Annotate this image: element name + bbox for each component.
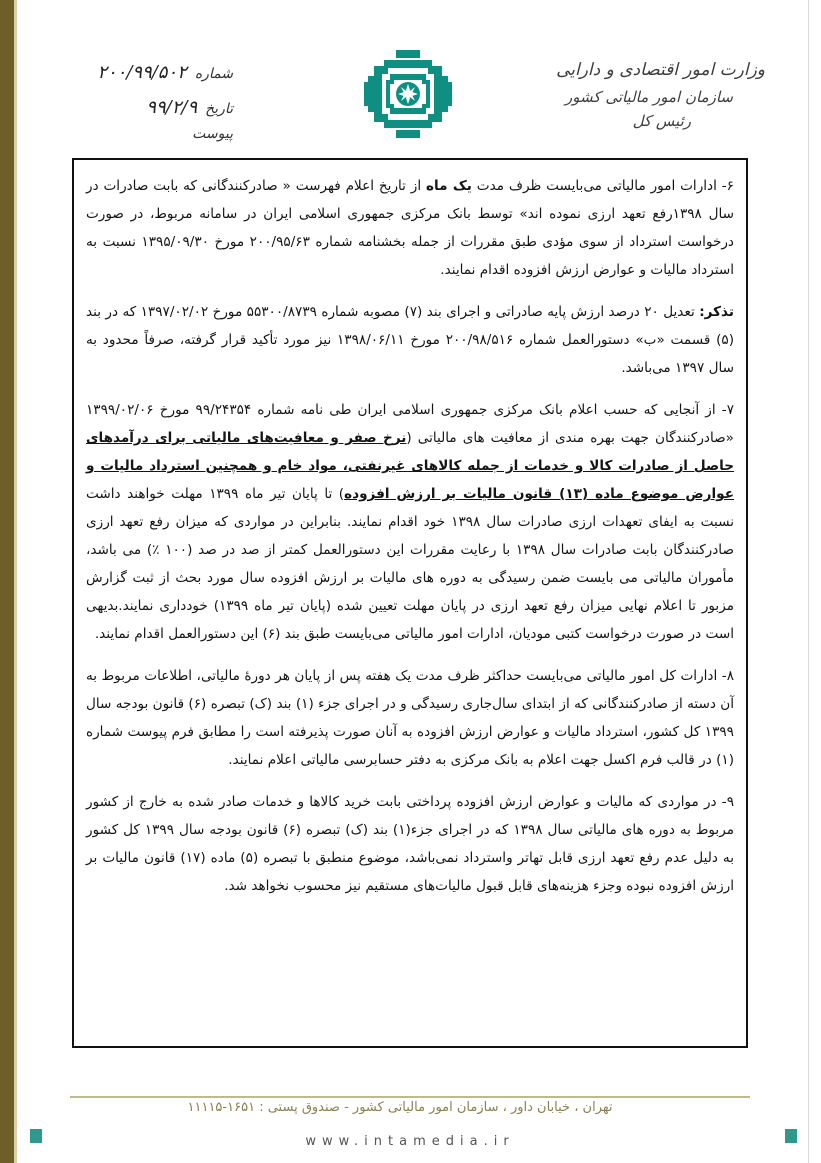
footer-website: www.intamedia.ir: [305, 1134, 515, 1149]
page-right-edge: [808, 0, 809, 1163]
letter-number-value: ۲۰۰/۹۹/۵۰۲: [97, 62, 187, 83]
letter-number-row: [97, 62, 233, 83]
page-border-inner: [14, 0, 17, 1163]
paragraph-7-rest: ) تا پایان تیر ماه ۱۳۹۹ مهلت خواهند داشت نسبت به ایفای تعهدات ارزی صادرات سال ۱۳۹۸ خود اقدام نمایند. بنابراین در مواردی که میزان رفع تعهد ارزی صادرکنندگان بابت صادرات سال ۱۳۹۸ با رعایت مقررات این دستورالعمل کمتر از صد در صد (۱۰۰ ٪) می باشد، مأموران مالیاتی می بایست ضمن رسیدگی به دوره های مالیات بر ارزش افزوده سال مورد بحث از ثبت گزارش مزبور تا اعلام نهایی میزان رفع تعهد ارزی در پایان مهلت تعیین شده (پایان تیر ماه ۱۳۹۹) خودداری نمایند.بدیهی است در صورت درخواست کتبی مودیان، ادارات امور مالیاتی می‌بایست طبق بند (۶) این دستورالعمل اقدام نمایند.: [86, 486, 735, 642]
paragraph-7-emphasis: نرخ صفر و معافیت‌های مالیاتی برای درآمدهای حاصل از صادرات کالا و خدمات از جمله کالاهای غیرنفتی، مواد خام و همچنین استرداد مالیات و عوارض موضوع ماده (۱۳) قانون مالیات بر ارزش افزوده: [86, 430, 734, 502]
paragraph-8: ۸- ادارات کل امور مالیاتی می‌بایست حداکثر ظرف مدت یک هفته پس از پایان هر دورهٔ مالیاتی، اطلاعات مربوط به آن دسته از صادرکنندگانی که از ابتدای سال‌جاری رسیدگی و در اجرای جزء (۱) بند (ک) تبصره (۶) قانون بودجه سال ۱۳۹۹ کل کشور، استرداد مالیات و عوارض ارزش افزوده به آنان صورت پذیرفته است را مطابق فرم پیوست شماره (۱) در قالب فرم اکسل جهت اعلام به بانک مرکزی به دفتر حسابرسی مالیاتی اعلام نمایند.: [86, 668, 735, 768]
letter-date-label: تاریخ: [205, 101, 233, 117]
note-text: تعدیل ۲۰ درصد ارزش پایه صادراتی و اجرای بند (۷) مصوبه شماره ۵۵۳۰۰/۸۷۳۹ مورخ ۱۳۹۷/۰۲/۰۲ که در بند (۵) قسمت «ب» دستورالعمل شماره ۲۰۰/۹۸/۵۱۶ مورخ ۱۳۹۸/۰۶/۱۱ نیز مورد تأکید قرار گرفته، صرفاً محدود به سال ۱۳۹۷ می‌باشد.: [86, 304, 734, 376]
page-border-strip: [0, 0, 14, 1163]
paragraph-9: ۹- در مواردی که مالیات و عوارض ارزش افزوده پرداختی بابت خرید کالاها و خدمات صادر شده به خارج از کشور مربوط به دوره های مالیاتی سال ۱۳۹۸ که در اجرای جزء(۱) بند (ک) تبصره (۶) قانون بودجه سال ۱۳۹۹ کل کشور به دلیل عدم رفع تعهد ارزی قابل تهاتر واسترداد نمی‌باشد، موضوع منطبق با تبصره (۵) ماده (۱۷) قانون مالیات بر ارزش افزوده نبوده وجزء هزینه‌های قابل قبول مالیات‌های مستقیم نیز محسوب نخواهد شد.: [86, 794, 735, 894]
paragraph-6-start: ۶- ادارات امور مالیاتی می‌بایست ظرف مدت: [476, 178, 734, 194]
letter-attachment-label: پیوست: [192, 126, 233, 142]
footer-square-right-icon: [785, 1129, 797, 1143]
footer-square-left-icon: [30, 1129, 42, 1143]
letterhead: [0, 0, 821, 150]
footer-address: تهران ، خیابان داور ، سازمان امور مالیاتی کشور - صندوق پستی : ۱۶۵۱-۱۱۱۱۵: [187, 1100, 613, 1115]
paragraph-7-start: ۷- از آنجایی که حسب اعلام بانک مرکزی جمهوری اسلامی ایران طی نامه شماره ۹۹/۲۴۳۵۴ مورخ ۱۳۹۹/۰۲/۰۶ «صادرکنندگان جهت بهره مندی از معافیت های مالیاتی (: [86, 402, 734, 446]
organization-logo-icon: [362, 48, 454, 140]
letter-attachment-row: [184, 126, 233, 142]
letter-date-value: ۹۹/۲/۹: [146, 97, 198, 118]
organization-name: سازمان امور مالیاتی کشور: [565, 88, 733, 106]
note-paragraph: [86, 298, 734, 382]
ministry-name: وزارت امور اقتصادی و دارایی: [556, 60, 765, 80]
letter-date-row: [146, 97, 233, 118]
paragraph-6-rest: از تاریخ اعلام فهرست « صادرکنندگانی که بابت صادرات در سال ۱۳۹۸رفع تعهد ارزی نموده اند» توسط بانک مرکزی جمهوری اسلامی ایران در سامانه مربوط، در صورت درخواست استرداد از سوی مؤدی طبق مقررات از جمله بخشنامه شماره ۲۰۰/۹۵/۶۳ مورخ ۱۳۹۵/۰۹/۳۰ نسبت به استرداد مالیات و عوارض ارزش افزوده اقدام نمایند.: [86, 178, 734, 278]
paragraph-6-emphasis: یک ماه: [426, 178, 472, 194]
letter-number-label: شماره: [194, 66, 233, 82]
paragraph-7: [86, 396, 734, 648]
letter-body: [86, 172, 734, 1042]
paragraph-6: [86, 172, 734, 284]
footer-divider: [70, 1096, 750, 1098]
chief-title: رئیس کل: [632, 112, 691, 130]
note-label: تذکر:: [699, 304, 734, 320]
